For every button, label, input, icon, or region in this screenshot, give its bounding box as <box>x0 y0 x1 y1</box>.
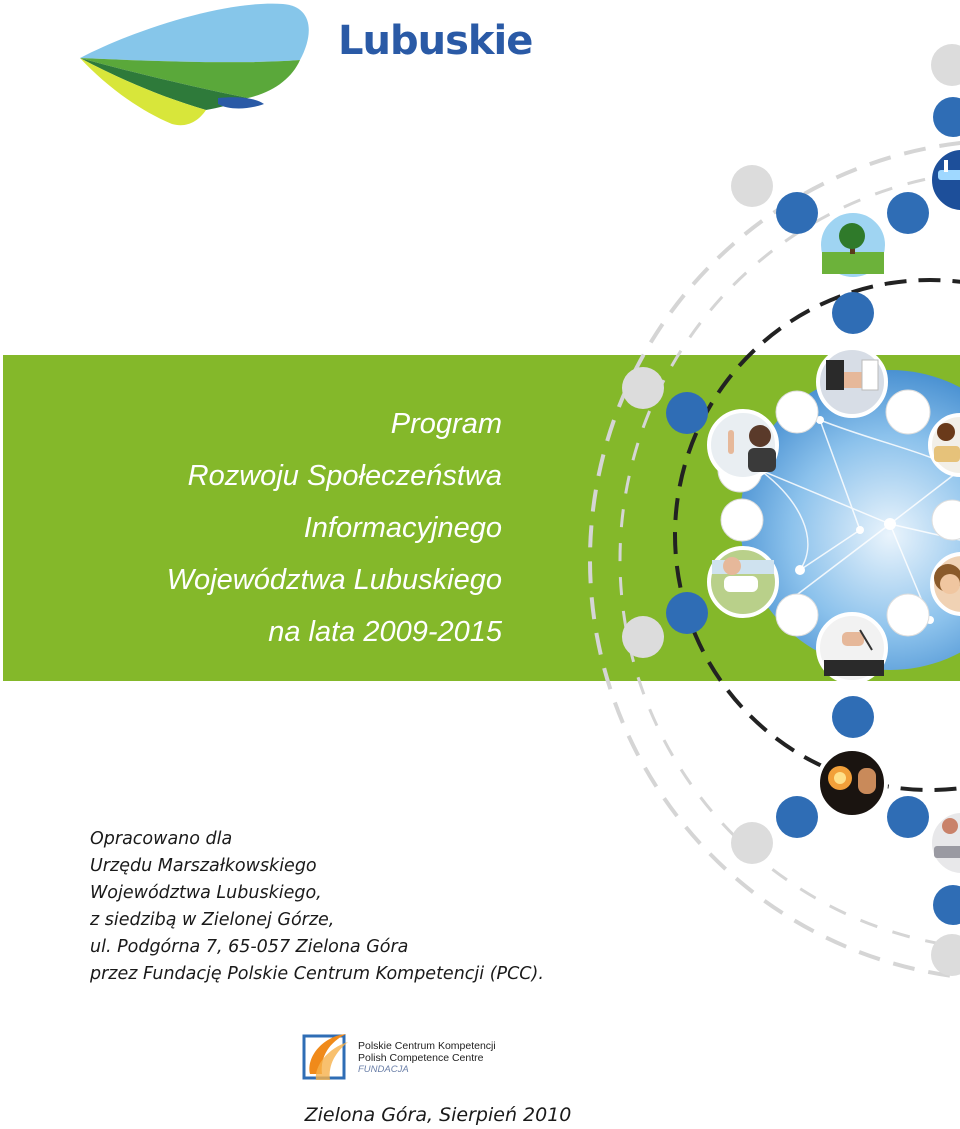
title-line-3: Informacyjnego <box>303 512 502 544</box>
title-line-2: Rozwoju Społeczeństwa <box>187 460 502 492</box>
pcc-line-3: FUNDACJA <box>358 1064 409 1075</box>
prepared-line-3: Województwa Lubuskiego, <box>90 883 322 903</box>
prepared-for-block <box>90 826 544 988</box>
prepared-line-1: Opracowano dla <box>90 829 233 849</box>
lubuskie-wordmark: Lubuskie <box>338 18 533 64</box>
pcc-line-1: Polskie Centrum Kompetencji <box>358 1040 496 1052</box>
document-title <box>167 398 502 658</box>
keyboard-photo-icon <box>930 811 960 875</box>
toothbrush-photo-icon <box>930 148 960 212</box>
title-line-1: Program <box>390 408 502 440</box>
place-date-text: Zielona Góra, Sierpień 2010 <box>304 1104 572 1126</box>
prepared-line-4: z siedzibą w Zielonej Górze, <box>90 910 335 930</box>
pcc-line-2: Polish Competence Centre <box>358 1052 484 1064</box>
title-line-5: na lata 2009-2015 <box>268 616 502 648</box>
lubuskie-logo-icon <box>78 0 318 128</box>
tree-photo-icon <box>819 211 887 279</box>
title-line-4: Województwa Lubuskiego <box>166 564 502 596</box>
place-date <box>0 1104 960 1126</box>
lightbulb-photo-icon <box>818 749 886 817</box>
pcc-logo-text <box>358 1040 496 1076</box>
prepared-line-5: ul. Podgórna 7, 65-057 Zielona Góra <box>90 937 409 957</box>
prepared-line-6: przez Fundację Polskie Centrum Kompetencji (PCC). <box>90 964 544 984</box>
prepared-line-2: Urzędu Marszałkowskiego <box>90 856 317 876</box>
